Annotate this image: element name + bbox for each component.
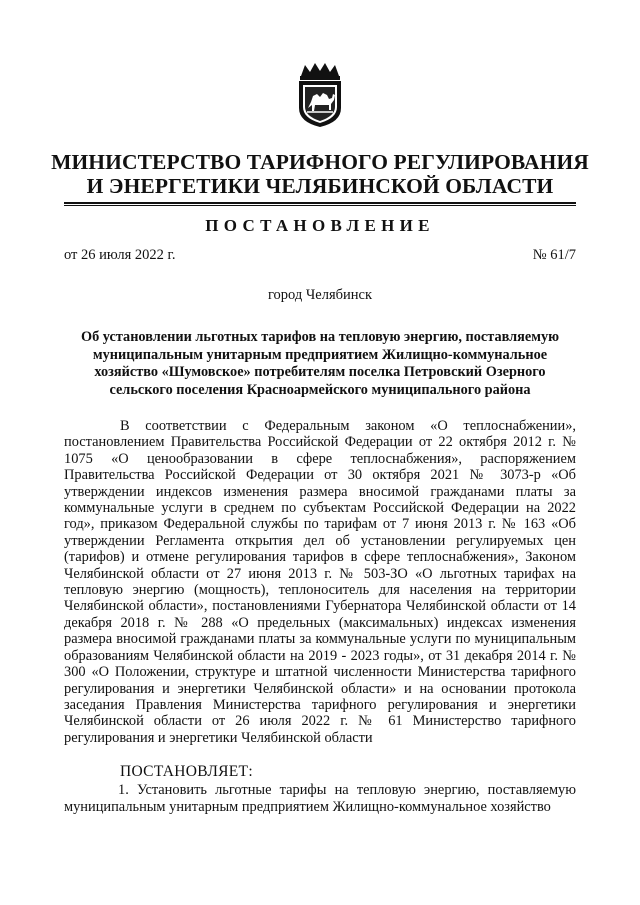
- document-type-title: ПОСТАНОВЛЕНИЕ: [205, 216, 435, 235]
- ministry-name-line-2: И ЭНЕРГЕТИКИ ЧЕЛЯБИНСКОЙ ОБЛАСТИ: [86, 174, 554, 198]
- coat-of-arms-icon: [293, 62, 347, 128]
- ministry-name-line-1: МИНИСТЕРСТВО ТАРИФНОГО РЕГУЛИРОВАНИЯ: [51, 150, 589, 174]
- decree-subject: Об установлении льготных тарифов на тепловую энергию, поставляемую муниципальным унитарным предприятием Жилищно-коммунальное хозяйство «Шумовское» потребителям поселка Петровский Озерного сельского поселения Красноармейского муниципального района: [80, 329, 560, 398]
- decree-date: от 26 июля 2022 г.: [64, 247, 176, 263]
- header-divider: [64, 202, 576, 204]
- clause-1: 1. Установить льготные тарифы на тепловую энергию, поставляемую муниципальным унитарным предприятием Жилищно-коммунальное хозяйство: [64, 782, 576, 815]
- preamble-paragraph: В соответствии с Федеральным законом «О теплоснабжении», постановлением Правительства Российской Федерации от 22 октября 2012 г. № 1075 «О ценообразовании в сфере теплоснабжения», распоряжением Правительства Российской Федерации от 30 октября 2021 № 3073-р «Об утверждении индексов изменения размера вносимой гражданами платы за коммунальные услуги в среднем по субъектам Российской Федерации на 2022 год», приказом Федеральной службы по тарифам от 7 июня 2013 г. № 163 «Об утверждении Регламента открытия дел об установлении регулируемых цен (тарифов) и отмене регулирования тарифов в сфере теплоснабжения», Законом Челябинской области от 27 июня 2013 г. № 503-ЗО «О льготных тарифах на тепловую энергию (мощность), теплоноситель для населения на территории Челябинской области», постановлениями Губернатора Челябинской области от 14 декабря 2018 г. № 288 «О предельных (максимальных) индексах изменения размера вносимой гражданами платы за коммунальные услуги по муниципальным образованиям Челябинской области на 2019 - 2023 годы», от 31 декабря 2014 г. № 300 «О Положении, структуре и штатной численности Министерства тарифного регулирования и энергетики Челябинской области» и на основании протокола заседания Правления Министерства тарифного регулирования и энергетики Челябинской области от 26 июля 2022 г. № 61 Министерство тарифного регулирования и энергетики Челябинской области: [64, 418, 576, 746]
- decree-city: город Челябинск: [267, 287, 373, 303]
- decree-number: № 61/7: [532, 247, 576, 263]
- resolves-heading: ПОСТАНОВЛЯЕТ:: [120, 763, 253, 780]
- header-divider-thin: [64, 205, 576, 206]
